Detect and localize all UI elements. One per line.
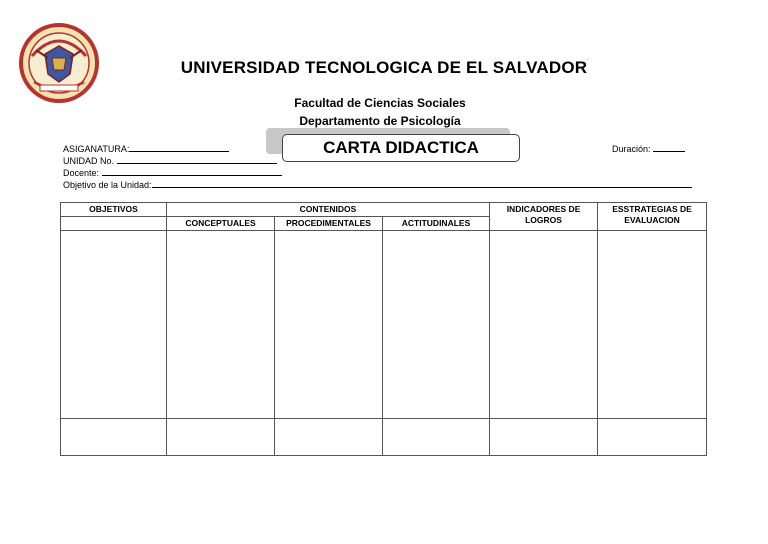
objetivo-label: Objetivo de la Unidad: (63, 180, 152, 190)
cell-procedimentales[interactable] (275, 419, 383, 456)
unidad-label: UNIDAD No. (63, 156, 115, 166)
cell-estrategias[interactable] (598, 231, 707, 419)
header-estrategias (598, 203, 707, 231)
docente-field[interactable] (63, 167, 282, 178)
docente-label: Docente: (63, 168, 100, 178)
header-indicadores (490, 203, 598, 231)
estrategias-line1: ESSTRATEGIAS DE (612, 204, 692, 214)
table-row (61, 231, 707, 419)
header-objetivos-blank (61, 217, 167, 231)
table-row (61, 419, 707, 456)
carta-didactica-table (60, 202, 707, 456)
header-actitudinales: ACTITUDINALES (383, 217, 490, 231)
duracion-label: Duración: (612, 144, 651, 154)
header-procedimentales: PROCEDIMENTALES (275, 217, 383, 231)
header-contenidos: CONTENIDOS (167, 203, 490, 217)
cell-actitudinales[interactable] (383, 419, 490, 456)
cell-conceptuales[interactable] (167, 419, 275, 456)
unidad-field[interactable] (63, 155, 277, 166)
faculty-name: Facultad de Ciencias Sociales (294, 96, 466, 110)
university-title: UNIVERSIDAD TECNOLOGICA DE EL SALVADOR (180, 58, 588, 77)
cell-procedimentales[interactable] (275, 231, 383, 419)
cell-indicadores[interactable] (490, 231, 598, 419)
cell-estrategias[interactable] (598, 419, 707, 456)
department-name: Departamento de Psicología (299, 114, 461, 128)
indicadores-line2: LOGROS (525, 215, 562, 225)
cell-conceptuales[interactable] (167, 231, 275, 419)
asignatura-field[interactable] (63, 143, 229, 154)
document-title: CARTA DIDACTICA (282, 134, 520, 162)
indicadores-line1: INDICADORES DE (506, 204, 581, 214)
estrategias-line2: EVALUACION (624, 215, 680, 225)
cell-objetivos[interactable] (61, 419, 167, 456)
cell-actitudinales[interactable] (383, 231, 490, 419)
cell-objetivos[interactable] (61, 231, 167, 419)
duracion-field[interactable] (612, 143, 685, 154)
asignatura-label: ASIGANATURA: (63, 144, 130, 154)
cell-indicadores[interactable] (490, 419, 598, 456)
objetivo-field[interactable] (63, 179, 692, 190)
header-conceptuales: CONCEPTUALES (167, 217, 275, 231)
header-objetivos: OBJETIVOS (61, 203, 167, 217)
